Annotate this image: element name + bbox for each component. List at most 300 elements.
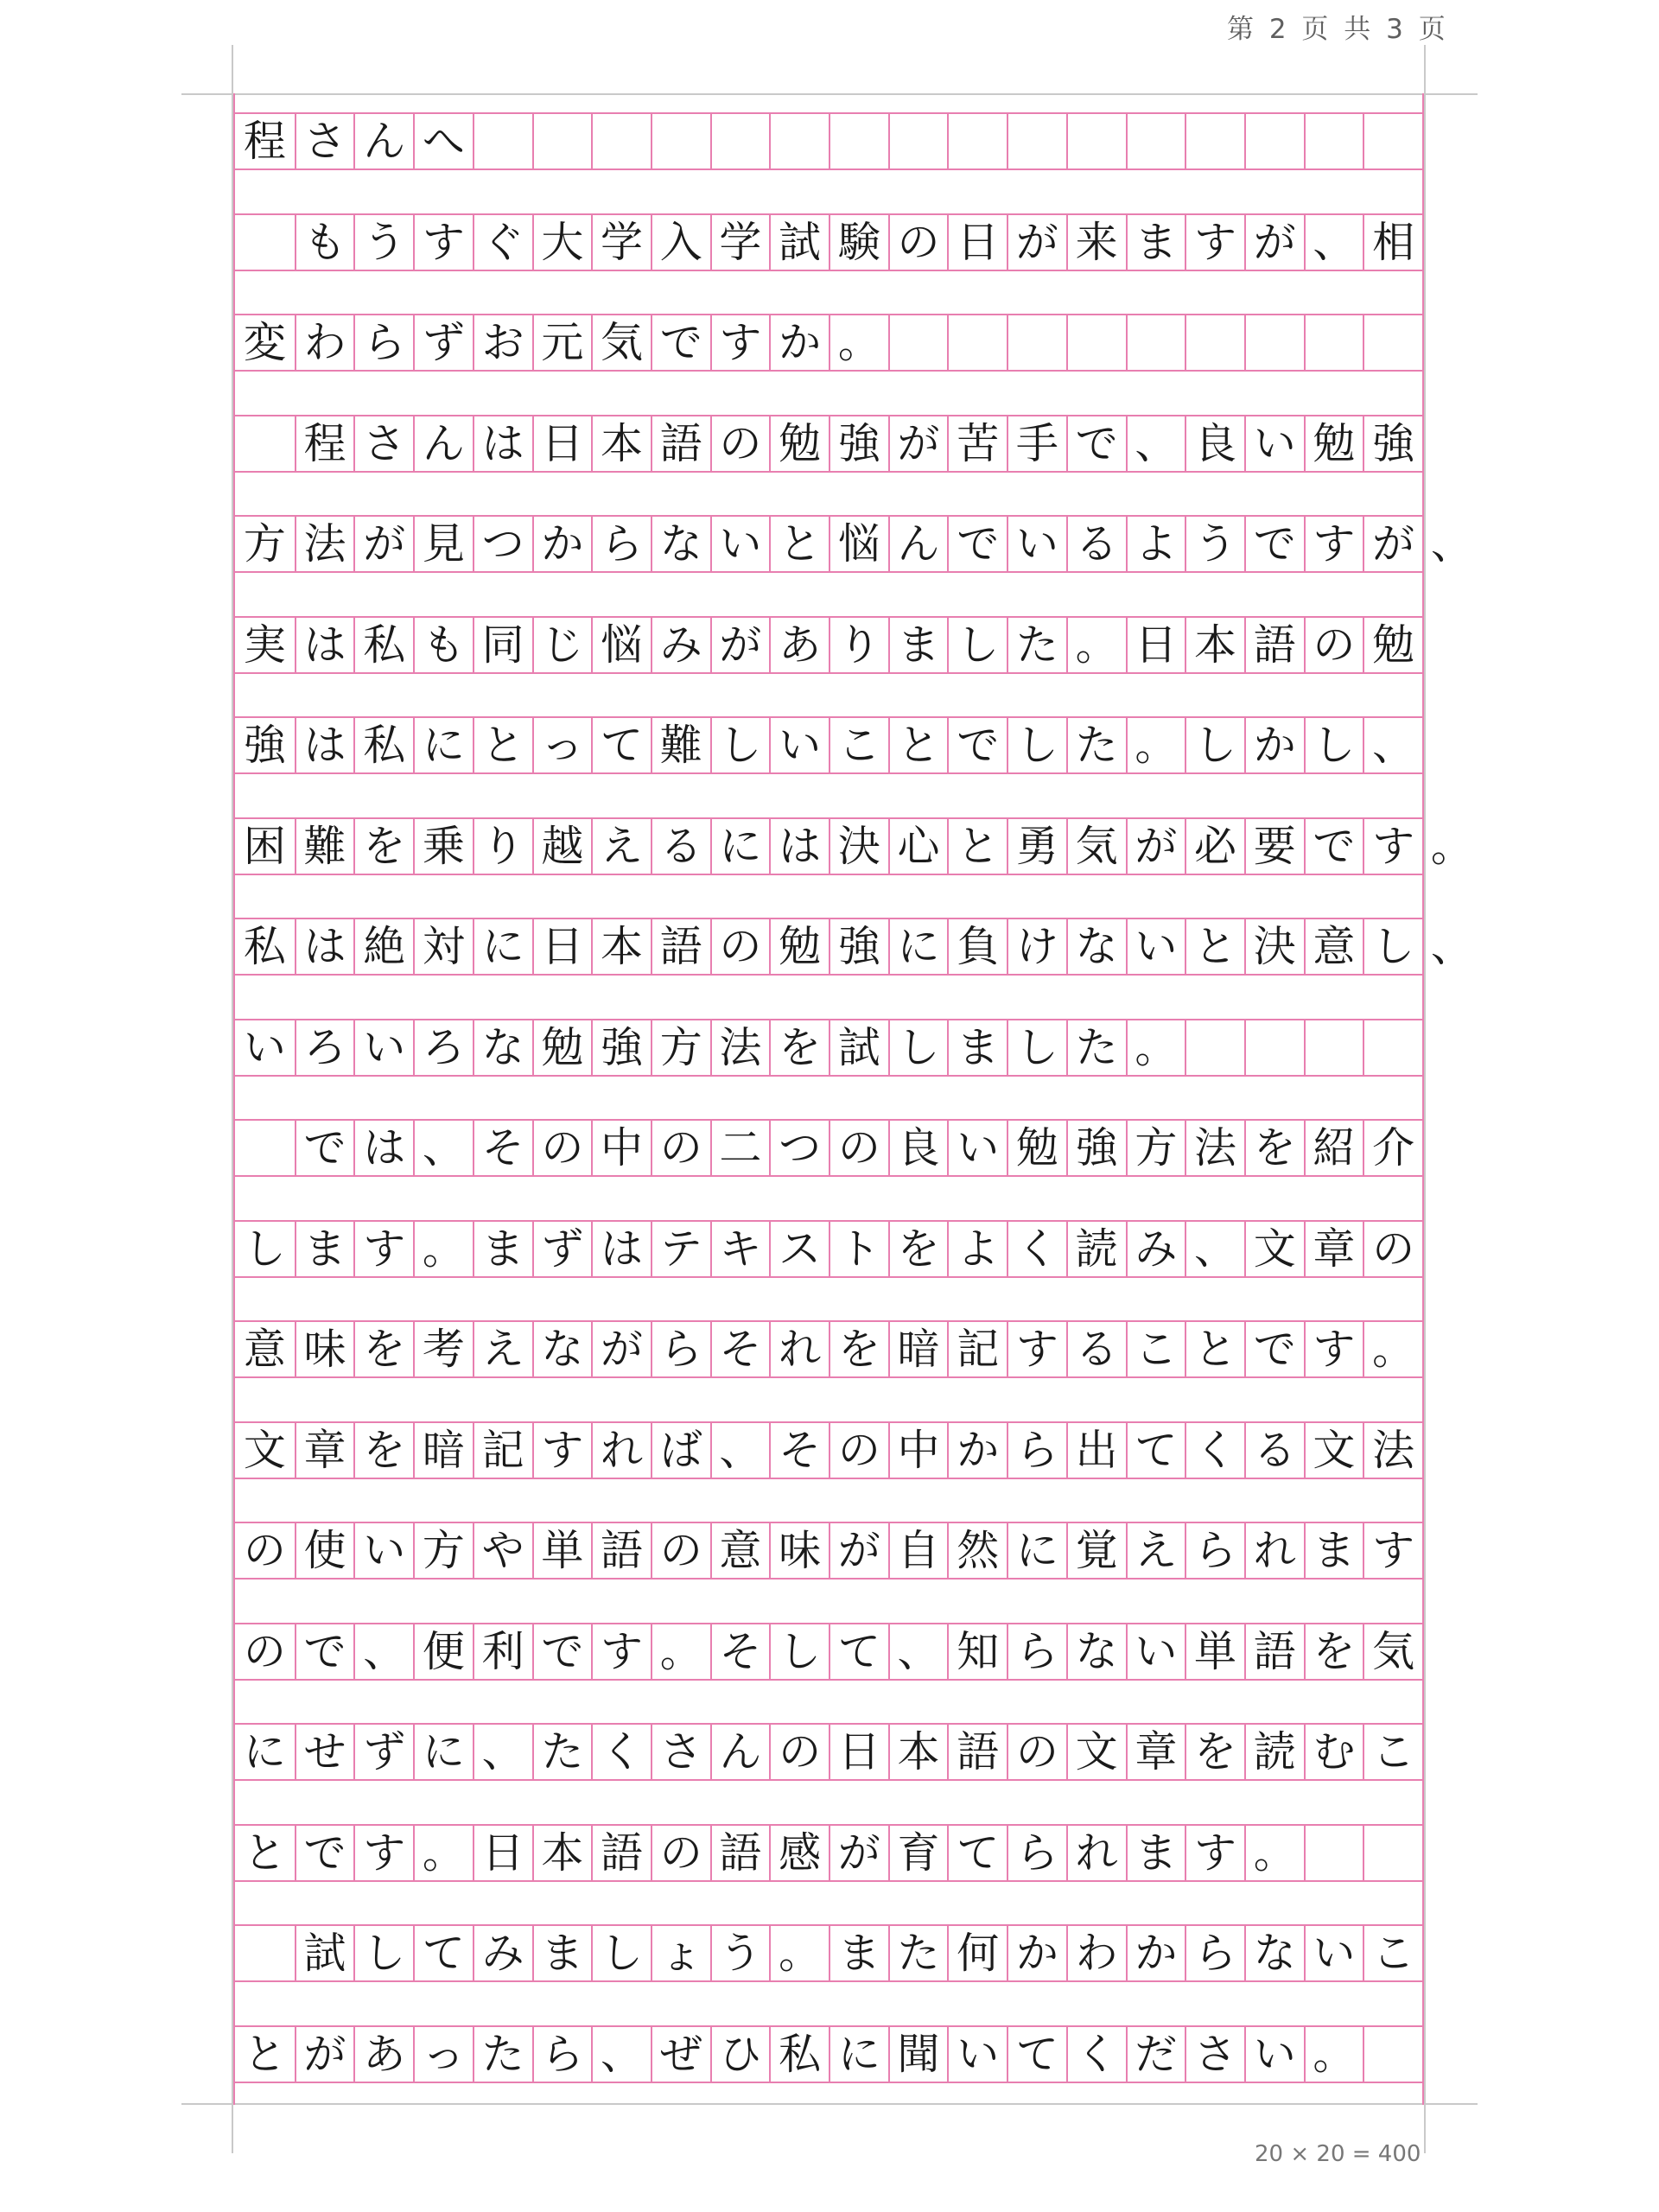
- manuscript-cell: に: [710, 819, 770, 874]
- manuscript-cell: 。: [1126, 1020, 1185, 1075]
- manuscript-cell: ら: [591, 517, 651, 571]
- manuscript-cell: 。: [651, 1624, 710, 1679]
- manuscript-cell: た: [473, 2027, 532, 2082]
- manuscript-cell: [1007, 315, 1066, 370]
- manuscript-cell: そ: [769, 1423, 829, 1478]
- manuscript-cell: ず: [353, 1725, 413, 1779]
- manuscript-cell: つ: [473, 517, 532, 571]
- manuscript-cell: ま: [1126, 215, 1185, 270]
- manuscript-cell: ら: [1007, 1423, 1066, 1478]
- manuscript-cell: す: [1304, 517, 1363, 571]
- manuscript-row: [235, 1824, 1422, 1882]
- manuscript-cell: な: [1066, 1624, 1126, 1679]
- manuscript-cell: で: [651, 315, 710, 370]
- manuscript-cell: 便: [413, 1624, 473, 1679]
- manuscript-cell: 方: [651, 1020, 710, 1075]
- manuscript-cell: 苦: [947, 416, 1007, 471]
- manuscript-cell: 方: [413, 1523, 473, 1578]
- manuscript-cell: の: [651, 1523, 710, 1578]
- manuscript-cell: 心: [888, 819, 948, 874]
- right-guide-line: [1424, 45, 1426, 2153]
- manuscript-cell: で: [295, 1624, 354, 1679]
- manuscript-cell: 元: [532, 315, 592, 370]
- manuscript-cell: [1363, 114, 1422, 168]
- manuscript-cell: 、: [353, 1624, 413, 1679]
- manuscript-cell: [888, 114, 948, 168]
- manuscript-cell: 勉: [532, 1020, 592, 1075]
- manuscript-cell: 試: [769, 215, 829, 270]
- manuscript-cell: [235, 1926, 295, 1980]
- manuscript-cell: か: [1126, 1926, 1185, 1980]
- manuscript-cell: 法: [710, 1020, 770, 1075]
- manuscript-cell: 。: [829, 315, 888, 370]
- manuscript-cell: 験: [829, 215, 888, 270]
- manuscript-cell: い: [353, 1523, 413, 1578]
- manuscript-cell: す: [591, 1624, 651, 1679]
- manuscript-cell: く: [1185, 1423, 1244, 1478]
- manuscript-cell: 法: [1363, 1423, 1422, 1478]
- manuscript-cell: ひ: [710, 2027, 770, 2082]
- manuscript-cell: 聞: [888, 2027, 948, 2082]
- manuscript-cell: 、: [888, 1624, 948, 1679]
- manuscript-cell: こ: [1126, 1322, 1185, 1376]
- manuscript-cell: [1304, 1020, 1363, 1075]
- manuscript-cell: い: [947, 1121, 1007, 1175]
- manuscript-cell: を: [1244, 1121, 1304, 1175]
- manuscript-cell: 強: [1363, 416, 1422, 471]
- manuscript-cell: は: [295, 718, 354, 772]
- manuscript-cell: 章: [295, 1423, 354, 1478]
- manuscript-cell: 。: [1304, 2027, 1363, 2082]
- manuscript-cell: て: [1007, 2027, 1066, 2082]
- manuscript-cell: 強: [829, 416, 888, 471]
- manuscript-cell: 章: [1304, 1222, 1363, 1276]
- manuscript-cell: な: [651, 517, 710, 571]
- manuscript-row: [235, 1220, 1422, 1278]
- manuscript-cell: い: [1244, 2027, 1304, 2082]
- manuscript-cell: 介: [1363, 1121, 1422, 1175]
- manuscript-cell: で: [947, 517, 1007, 571]
- manuscript-cell: 日: [473, 1826, 532, 1880]
- manuscript-cell: が: [829, 1523, 888, 1578]
- manuscript-cell: ず: [413, 315, 473, 370]
- manuscript-cell: [829, 114, 888, 168]
- manuscript-cell: 二: [710, 1121, 770, 1175]
- manuscript-cell: [1363, 2027, 1422, 2082]
- manuscript-cell: す: [1363, 819, 1422, 874]
- manuscript-cell: 強: [829, 919, 888, 974]
- manuscript-cell: ろ: [295, 1020, 354, 1075]
- manuscript-cell: 日: [532, 416, 592, 471]
- manuscript-cell: 必: [1185, 819, 1244, 874]
- manuscript-cell: に: [829, 2027, 888, 2082]
- manuscript-cell: な: [532, 1322, 592, 1376]
- manuscript-cell: が: [1363, 517, 1422, 571]
- manuscript-cell: ず: [532, 1222, 592, 1276]
- manuscript-cell: 、: [1304, 215, 1363, 270]
- manuscript-cell: 私: [353, 618, 413, 672]
- manuscript-row: [235, 2025, 1422, 2083]
- manuscript-cell: れ: [1066, 1826, 1126, 1880]
- manuscript-cell: 強: [591, 1020, 651, 1075]
- manuscript-cell: 。: [1244, 1826, 1304, 1880]
- manuscript-cell: あ: [353, 2027, 413, 2082]
- manuscript-cell: ま: [829, 1926, 888, 1980]
- manuscript-cell: て: [591, 718, 651, 772]
- manuscript-cell: が: [888, 416, 948, 471]
- manuscript-cell: の: [532, 1121, 592, 1175]
- manuscript-cell: し: [769, 1624, 829, 1679]
- manuscript-cell: キ: [710, 1222, 770, 1276]
- manuscript-row: [235, 112, 1422, 170]
- manuscript-cell: す: [353, 1826, 413, 1880]
- manuscript-cell: 日: [947, 215, 1007, 270]
- manuscript-cell: 越: [532, 819, 592, 874]
- manuscript-cell: ト: [829, 1222, 888, 1276]
- manuscript-grid: [233, 93, 1473, 2105]
- manuscript-cell: る: [1066, 517, 1126, 571]
- manuscript-row: [235, 918, 1473, 976]
- manuscript-cell: は: [769, 819, 829, 874]
- manuscript-cell: も: [295, 215, 354, 270]
- manuscript-cell: 日: [532, 919, 592, 974]
- manuscript-cell: れ: [591, 1423, 651, 1478]
- manuscript-cell: 学: [710, 215, 770, 270]
- manuscript-cell: 法: [295, 517, 354, 571]
- manuscript-cell: 方: [243, 519, 286, 569]
- manuscript-cell: あ: [769, 618, 829, 672]
- manuscript-row: [235, 314, 1422, 372]
- manuscript-cell: え: [591, 819, 651, 874]
- manuscript-cell: [947, 315, 1007, 370]
- manuscript-cell: 記: [473, 1423, 532, 1478]
- manuscript-cell: 、: [1363, 718, 1422, 772]
- manuscript-cell: 学: [591, 215, 651, 270]
- manuscript-cell: そ: [710, 1322, 770, 1376]
- manuscript-cell: た: [1007, 618, 1066, 672]
- manuscript-cell: [1185, 1020, 1244, 1075]
- manuscript-cell: ら: [1007, 1624, 1066, 1679]
- manuscript-cell: 試: [829, 1020, 888, 1075]
- manuscript-cell: の: [710, 416, 770, 471]
- manuscript-cell: 悩: [591, 618, 651, 672]
- manuscript-cell: 中: [888, 1423, 948, 1478]
- manuscript-cell: す: [710, 315, 770, 370]
- manuscript-cell: で: [1244, 1322, 1304, 1376]
- manuscript-cell: ん: [888, 517, 948, 571]
- manuscript-cell: [1185, 114, 1244, 168]
- manuscript-cell: 育: [888, 1826, 948, 1880]
- manuscript-cell: 、: [591, 2027, 651, 2082]
- page-indicator: 第 2 页 共 3 页: [1227, 14, 1449, 45]
- manuscript-cell: と: [1185, 1322, 1244, 1376]
- manuscript-cell: 強: [243, 721, 286, 770]
- manuscript-cell: [1363, 1020, 1422, 1075]
- manuscript-cell: し: [591, 1926, 651, 1980]
- manuscript-cell: 試: [295, 1926, 354, 1980]
- manuscript-cell: と: [243, 2029, 286, 2079]
- manuscript-cell: よ: [947, 1222, 1007, 1276]
- manuscript-cell: が: [353, 517, 413, 571]
- manuscript-cell: ら: [1185, 1926, 1244, 1980]
- manuscript-cell: で: [532, 1624, 592, 1679]
- manuscript-cell: ま: [532, 1926, 592, 1980]
- manuscript-cell: 、: [1430, 922, 1473, 971]
- manuscript-row: [235, 515, 1473, 573]
- manuscript-cell: [710, 114, 770, 168]
- manuscript-cell: 私: [769, 2027, 829, 2082]
- manuscript-cell: し: [243, 1224, 286, 1274]
- manuscript-cell: ら: [1007, 1826, 1066, 1880]
- manuscript-row: [235, 1119, 1422, 1177]
- manuscript-cell: 意: [710, 1523, 770, 1578]
- manuscript-cell: 気: [1066, 819, 1126, 874]
- manuscript-cell: に: [243, 1727, 286, 1777]
- manuscript-cell: こ: [1363, 1926, 1422, 1980]
- manuscript-cell: 文: [1304, 1423, 1363, 1478]
- manuscript-cell: い: [1007, 517, 1066, 571]
- manuscript-cell: の: [710, 919, 770, 974]
- manuscript-cell: た: [532, 1725, 592, 1779]
- manuscript-cell: [1244, 315, 1304, 370]
- manuscript-cell: み: [473, 1926, 532, 1980]
- manuscript-cell: [1304, 114, 1363, 168]
- manuscript-cell: わ: [295, 315, 354, 370]
- manuscript-cell: え: [1126, 1523, 1185, 1578]
- manuscript-cell: が: [829, 1826, 888, 1880]
- manuscript-cell: 日: [829, 1725, 888, 1779]
- manuscript-cell: と: [769, 517, 829, 571]
- manuscript-cell: 。: [1066, 618, 1126, 672]
- manuscript-cell: な: [473, 1020, 532, 1075]
- manuscript-cell: 変: [243, 318, 286, 367]
- manuscript-cell: 記: [947, 1322, 1007, 1376]
- manuscript-cell: す: [413, 215, 473, 270]
- manuscript-row: [235, 616, 1422, 674]
- manuscript-cell: い: [1126, 919, 1185, 974]
- manuscript-cell: [235, 416, 295, 471]
- manuscript-cell: テ: [651, 1222, 710, 1276]
- manuscript-cell: て: [947, 1826, 1007, 1880]
- manuscript-cell: 文: [243, 1425, 286, 1475]
- manuscript-cell: に: [473, 919, 532, 974]
- manuscript-cell: を: [353, 819, 413, 874]
- manuscript-cell: 文: [1244, 1222, 1304, 1276]
- manuscript-cell: の: [1007, 1725, 1066, 1779]
- manuscript-cell: [1185, 315, 1244, 370]
- manuscript-cell: 語: [591, 1826, 651, 1880]
- manuscript-cell: れ: [1244, 1523, 1304, 1578]
- manuscript-cell: 味: [295, 1322, 354, 1376]
- manuscript-cell: っ: [532, 718, 592, 772]
- manuscript-cell: で: [295, 1121, 354, 1175]
- manuscript-cell: が: [1126, 819, 1185, 874]
- manuscript-cell: [473, 114, 532, 168]
- manuscript-cell: 使: [295, 1523, 354, 1578]
- manuscript-cell: 。: [1126, 718, 1185, 772]
- manuscript-cell: す: [1304, 1322, 1363, 1376]
- manuscript-cell: お: [473, 315, 532, 370]
- manuscript-cell: え: [473, 1322, 532, 1376]
- manuscript-cell: や: [473, 1523, 532, 1578]
- manuscript-cell: で: [947, 718, 1007, 772]
- manuscript-cell: れ: [769, 1322, 829, 1376]
- manuscript-cell: 本: [1185, 618, 1244, 672]
- manuscript-cell: 同: [473, 618, 532, 672]
- manuscript-cell: 、: [710, 1423, 770, 1478]
- manuscript-cell: 大: [532, 215, 592, 270]
- manuscript-cell: 語: [651, 416, 710, 471]
- manuscript-cell: ん: [353, 114, 413, 168]
- manuscript-cell: 考: [413, 1322, 473, 1376]
- manuscript-cell: の: [829, 1423, 888, 1478]
- manuscript-cell: し: [710, 718, 770, 772]
- manuscript-cell: く: [591, 1725, 651, 1779]
- manuscript-cell: [1066, 114, 1126, 168]
- manuscript-cell: 意: [243, 1325, 286, 1374]
- manuscript-cell: た: [888, 1926, 948, 1980]
- manuscript-cell: 語: [591, 1523, 651, 1578]
- manuscript-cell: 暗: [888, 1322, 948, 1376]
- manuscript-cell: り: [829, 618, 888, 672]
- manuscript-cell: [1244, 114, 1304, 168]
- manuscript-cell: 読: [1066, 1222, 1126, 1276]
- manuscript-cell: で: [1304, 819, 1363, 874]
- manuscript-cell: そ: [473, 1121, 532, 1175]
- manuscript-cell: こ: [829, 718, 888, 772]
- manuscript-cell: が: [1007, 215, 1066, 270]
- manuscript-cell: さ: [651, 1725, 710, 1779]
- manuscript-cell: 勉: [769, 919, 829, 974]
- grid-counter: 20 × 20 = 400: [1255, 2141, 1421, 2167]
- manuscript-cell: て: [413, 1926, 473, 1980]
- manuscript-cell: る: [1066, 1322, 1126, 1376]
- manuscript-cell: し: [1363, 919, 1422, 974]
- manuscript-cell: [1244, 1020, 1304, 1075]
- manuscript-cell: 。: [413, 1826, 473, 1880]
- manuscript-cell: さ: [353, 416, 413, 471]
- manuscript-cell: う: [710, 1926, 770, 1980]
- manuscript-cell: 強: [1066, 1121, 1126, 1175]
- manuscript-cell: に: [413, 718, 473, 772]
- manuscript-cell: る: [651, 819, 710, 874]
- manuscript-cell: [769, 114, 829, 168]
- manuscript-cell: わ: [1066, 1926, 1126, 1980]
- manuscript-cell: ば: [651, 1423, 710, 1478]
- manuscript-cell: 乗: [413, 819, 473, 874]
- manuscript-cell: し: [1304, 718, 1363, 772]
- manuscript-cell: ら: [651, 1322, 710, 1376]
- manuscript-cell: 実: [243, 620, 286, 670]
- manuscript-cell: 難: [295, 819, 354, 874]
- manuscript-cell: と: [243, 1827, 286, 1878]
- manuscript-cell: た: [1066, 718, 1126, 772]
- manuscript-cell: ん: [413, 416, 473, 471]
- manuscript-cell: じ: [532, 618, 592, 672]
- manuscript-cell: 悩: [829, 517, 888, 571]
- manuscript-cell: し: [1007, 718, 1066, 772]
- manuscript-cell: け: [1007, 919, 1066, 974]
- manuscript-cell: [235, 215, 295, 270]
- manuscript-cell: 良: [1185, 416, 1244, 471]
- manuscript-cell: ろ: [413, 1020, 473, 1075]
- manuscript-cell: い: [243, 1022, 286, 1072]
- manuscript-row: [235, 817, 1473, 875]
- manuscript-cell: 章: [1126, 1725, 1185, 1779]
- manuscript-cell: 味: [769, 1523, 829, 1578]
- manuscript-cell: ま: [1304, 1523, 1363, 1578]
- manuscript-cell: 私: [243, 922, 286, 971]
- manuscript-cell: 勉: [769, 416, 829, 471]
- manuscript-cell: す: [1007, 1322, 1066, 1376]
- manuscript-cell: 決: [829, 819, 888, 874]
- manuscript-cell: に: [1007, 1523, 1066, 1578]
- manuscript-cell: 紹: [1304, 1121, 1363, 1175]
- manuscript-cell: の: [651, 1826, 710, 1880]
- manuscript-cell: ん: [710, 1725, 770, 1779]
- manuscript-row: [235, 1320, 1422, 1378]
- manuscript-cell: 勉: [1363, 618, 1422, 672]
- manuscript-cell: 本: [532, 1826, 592, 1880]
- manuscript-cell: な: [1066, 919, 1126, 974]
- manuscript-cell: 本: [591, 919, 651, 974]
- manuscript-cell: の: [888, 215, 948, 270]
- manuscript-cell: 。: [1430, 821, 1473, 871]
- manuscript-cell: 要: [1244, 819, 1304, 874]
- manuscript-cell: な: [1244, 1926, 1304, 1980]
- manuscript-cell: か: [1007, 1926, 1066, 1980]
- manuscript-cell: う: [1185, 517, 1244, 571]
- manuscript-cell: 勉: [1007, 1121, 1066, 1175]
- manuscript-cell: ま: [1126, 1826, 1185, 1880]
- manuscript-cell: っ: [413, 2027, 473, 2082]
- manuscript-cell: 意: [1304, 919, 1363, 974]
- manuscript-cell: で: [1244, 517, 1304, 571]
- manuscript-cell: そ: [710, 1624, 770, 1679]
- manuscript-cell: か: [769, 315, 829, 370]
- manuscript-cell: む: [1304, 1725, 1363, 1779]
- manuscript-cell: い: [1304, 1926, 1363, 1980]
- manuscript-cell: ま: [947, 1020, 1007, 1075]
- manuscript-row: [235, 213, 1422, 271]
- manuscript-cell: ま: [295, 1222, 354, 1276]
- manuscript-cell: し: [1185, 718, 1244, 772]
- manuscript-cell: と: [888, 718, 948, 772]
- manuscript-cell: の: [1363, 1222, 1422, 1276]
- manuscript-cell: [235, 1121, 295, 1175]
- manuscript-cell: つ: [769, 1121, 829, 1175]
- manuscript-cell: か: [532, 517, 592, 571]
- manuscript-cell: [532, 114, 592, 168]
- manuscript-cell: [947, 114, 1007, 168]
- manuscript-cell: の: [769, 1725, 829, 1779]
- manuscript-cell: は: [473, 416, 532, 471]
- manuscript-cell: は: [295, 618, 354, 672]
- manuscript-cell: 本: [591, 416, 651, 471]
- manuscript-cell: で: [1066, 416, 1126, 471]
- manuscript-cell: 然: [947, 1523, 1007, 1578]
- manuscript-cell: 読: [1244, 1725, 1304, 1779]
- manuscript-cell: み: [1126, 1222, 1185, 1276]
- manuscript-cell: 語: [1244, 1624, 1304, 1679]
- manuscript-cell: ぜ: [651, 2027, 710, 2082]
- manuscript-row: [235, 716, 1422, 774]
- manuscript-cell: い: [769, 718, 829, 772]
- manuscript-cell: 勇: [1007, 819, 1066, 874]
- manuscript-cell: み: [651, 618, 710, 672]
- manuscript-cell: 。: [1363, 1322, 1422, 1376]
- manuscript-cell: こ: [1363, 1725, 1422, 1779]
